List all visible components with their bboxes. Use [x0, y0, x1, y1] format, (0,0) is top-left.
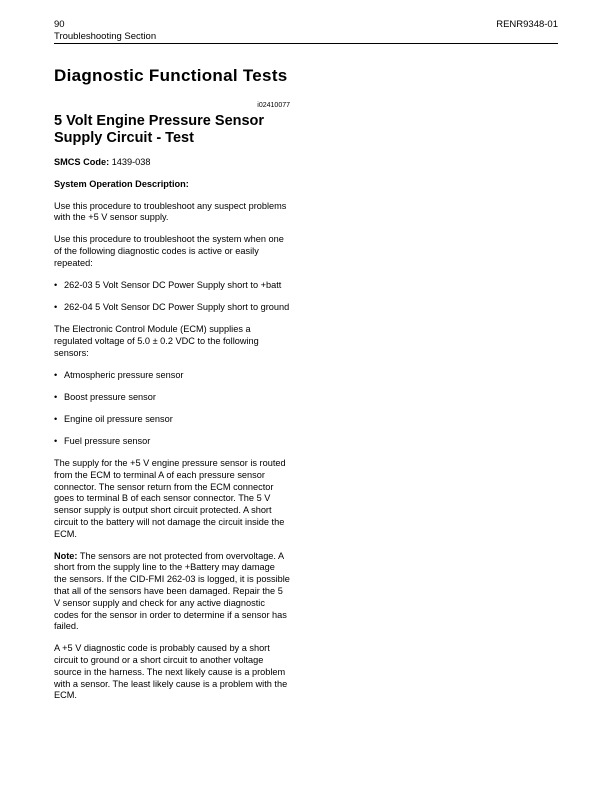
- document-id: RENR9348-01: [496, 19, 558, 30]
- list-item: • 262-03 5 Volt Sensor DC Power Supply short to +batt: [54, 279, 282, 290]
- supply-routing-paragraph: The supply for the +5 V engine pressure sensor is routed from the ECM to terminal A of each pressure sensor connector. The sensor return from the ECM connector goes to terminal B of each sensor connector. The 5 V sensor supply is output short circuit protected. A short circuit to the battery will not damage the circuit inside the ECM.: [54, 458, 286, 539]
- smcs-value: 1439-038: [111, 157, 151, 167]
- reference-id: i02410077: [257, 102, 290, 109]
- diagnostic-code-list: [54, 280, 290, 314]
- note-label: Note:: [54, 550, 78, 561]
- system-operation-heading: System Operation Description:: [54, 178, 189, 189]
- note-paragraph: [54, 551, 290, 634]
- section-name: Troubleshooting Section: [54, 31, 157, 42]
- ecm-supply-paragraph: The Electronic Control Module (ECM) supplies a regulated voltage of 5.0 ± 0.2 VDC to the following sensors:: [54, 323, 259, 358]
- smcs-label: SMCS Code:: [54, 157, 110, 167]
- list-item: • 262-04 5 Volt Sensor DC Power Supply short to ground: [54, 302, 290, 313]
- main-column: [54, 66, 290, 702]
- bullet: •: [54, 391, 58, 402]
- sensor-list: [54, 370, 290, 448]
- cause-paragraph: A +5 V diagnostic code is probably caused by a short circuit to ground or a short circuit to another voltage source in the harness. The next likely cause is a problem with a sensor. The least likely cause is a problem with the ECM.: [54, 643, 288, 701]
- bullet: •: [54, 302, 58, 313]
- page-number: 90: [54, 19, 65, 30]
- list-item: • Fuel pressure sensor: [54, 436, 151, 447]
- note-text: The sensors are not protected from overvoltage. A short from the supply line to the +Battery may damage the sensors. If the CID-FMI 262-03 is logged, it is possible that all of the sensors have been damaged. Repair the 5 V sensor supply and check for any active diagnostic codes for the sensor in order to determine if a sensor has failed.: [54, 550, 290, 632]
- list-item: • Boost pressure sensor: [54, 391, 156, 402]
- codes-intro-paragraph: Use this procedure to troubleshoot the system when one of the following diagnostic codes is active or easily repeated:: [54, 234, 284, 268]
- header-divider: [54, 43, 558, 44]
- bullet: •: [54, 369, 58, 380]
- list-item: • Atmospheric pressure sensor: [54, 369, 184, 380]
- bullet: •: [54, 436, 58, 447]
- smcs-code: [54, 157, 290, 169]
- intro-paragraph: Use this procedure to troubleshoot any suspect problems with the +5 V sensor supply.: [54, 200, 287, 223]
- test-title: 5 Volt Engine Pressure Sensor Supply Circuit - Test: [54, 113, 265, 146]
- main-title: Diagnostic Functional Tests: [54, 66, 288, 85]
- bullet: •: [54, 414, 58, 425]
- bullet: •: [54, 279, 58, 290]
- list-item: • Engine oil pressure sensor: [54, 414, 173, 425]
